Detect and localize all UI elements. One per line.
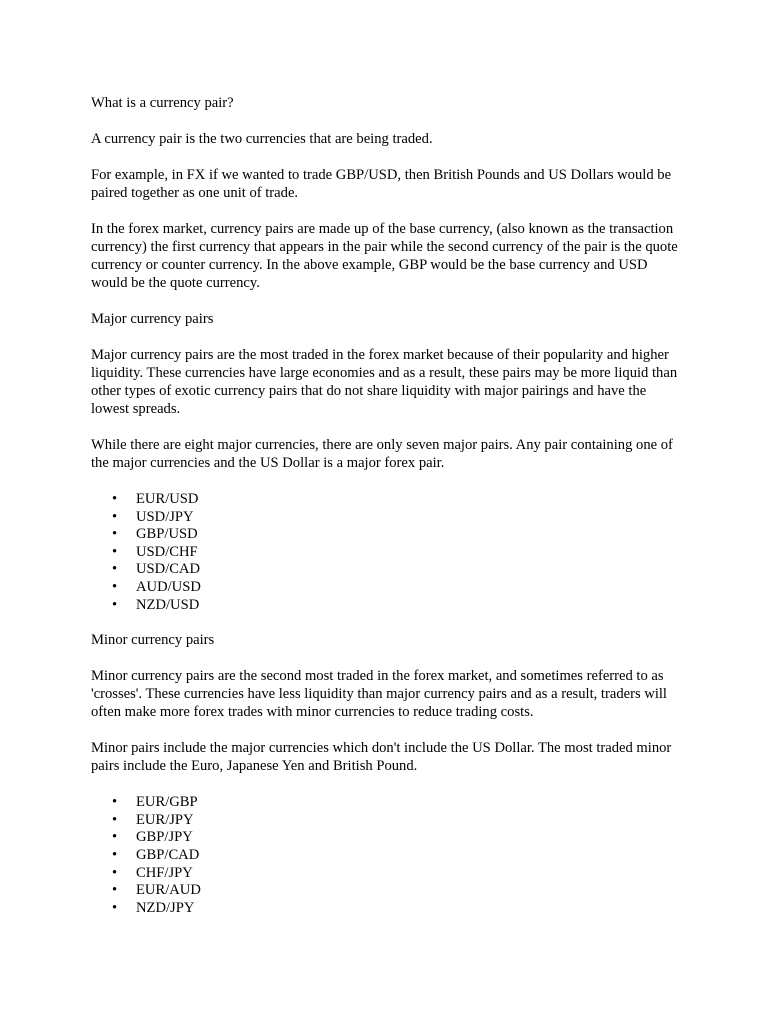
- bullet-glyph: •: [112, 899, 118, 916]
- list-item: [112, 899, 683, 917]
- bullet-glyph: •: [112, 543, 118, 560]
- bullet-glyph: •: [112, 846, 118, 863]
- list-item: [112, 811, 683, 829]
- major-pairs-list: [91, 490, 683, 613]
- list-item-text: CHF/JPY: [136, 864, 193, 881]
- list-item: [112, 864, 683, 882]
- paragraph-major-2: While there are eight major currencies, there are only seven major pairs. Any pair containing one of the major currencies and the US Dollar is a major forex pair.: [91, 437, 673, 471]
- paragraph-example: For example, in FX if we wanted to trade GBP/USD, then British Pounds and US Dollars would be paired together as one unit of trade.: [91, 167, 672, 201]
- heading-major-pairs: Major currency pairs: [91, 311, 214, 327]
- list-item-text: GBP/USD: [136, 526, 198, 543]
- paragraph-minor-1: Minor currency pairs are the second most traded in the forex market, and sometimes referred to as 'crosses'. These currencies have less liquidity than major currency pairs and as a result, traders will often make more forex trades with minor currencies to reduce trading costs.: [91, 668, 667, 721]
- bullet-glyph: •: [112, 491, 118, 507]
- list-item-text: GBP/JPY: [136, 829, 193, 846]
- bullet-glyph: •: [112, 864, 118, 881]
- list-item: [112, 508, 683, 526]
- minor-pairs-list: [91, 793, 683, 916]
- list-item-text: EUR/USD: [136, 491, 199, 507]
- heading-currency-pair: What is a currency pair?: [91, 95, 234, 111]
- list-item-text: AUD/USD: [136, 578, 201, 595]
- bullet-glyph: •: [112, 794, 118, 811]
- paragraph-definition: A currency pair is the two currencies that are being traded.: [91, 131, 433, 147]
- list-item: [112, 596, 683, 614]
- heading-minor-pairs: Minor currency pairs: [91, 632, 215, 649]
- list-item-text: USD/JPY: [136, 508, 194, 525]
- list-item-text: USD/CAD: [136, 561, 201, 578]
- bullet-glyph: •: [112, 526, 118, 543]
- list-item: [112, 846, 683, 864]
- document-page: [91, 94, 683, 934]
- paragraph-minor-2: Minor pairs include the major currencies which don't include the US Dollar. The most traded minor pairs include the Euro, Japanese Yen and British Pound.: [91, 740, 672, 775]
- list-item: [112, 490, 683, 508]
- bullet-glyph: •: [112, 508, 118, 525]
- bullet-glyph: •: [112, 811, 118, 828]
- list-item-text: NZD/JPY: [136, 899, 195, 916]
- list-item: [112, 828, 683, 846]
- list-item-text: NZD/USD: [136, 596, 200, 613]
- list-item-text: EUR/GBP: [136, 794, 198, 811]
- list-item-text: EUR/AUD: [136, 882, 201, 899]
- list-item: [112, 793, 683, 811]
- list-item-text: EUR/JPY: [136, 811, 194, 828]
- bullet-glyph: •: [112, 596, 118, 613]
- bullet-glyph: •: [112, 882, 118, 899]
- list-item: [112, 578, 683, 596]
- list-item: [112, 881, 683, 899]
- list-item: [112, 525, 683, 543]
- list-item: [112, 560, 683, 578]
- list-item-text: USD/CHF: [136, 543, 198, 560]
- bullet-glyph: •: [112, 561, 118, 578]
- bullet-glyph: •: [112, 578, 118, 595]
- paragraph-base-quote: In the forex market, currency pairs are made up of the base currency, (also known as the transaction currency) the first currency that appears in the pair while the second currency of the pair is the quote currency or counter currency. In the above example, GBP would be the base currency and USD would be the quote currency.: [91, 221, 678, 291]
- paragraph-major-1: Major currency pairs are the most traded in the forex market because of their popularity and higher liquidity. These currencies have large economies and as a result, these pairs may be more liquid than other types of exotic currency pairs that do not share liquidity with major pairings and have the lowest spreads.: [91, 347, 678, 417]
- list-item-text: GBP/CAD: [136, 846, 200, 863]
- bullet-glyph: •: [112, 829, 118, 846]
- list-item: [112, 543, 683, 561]
